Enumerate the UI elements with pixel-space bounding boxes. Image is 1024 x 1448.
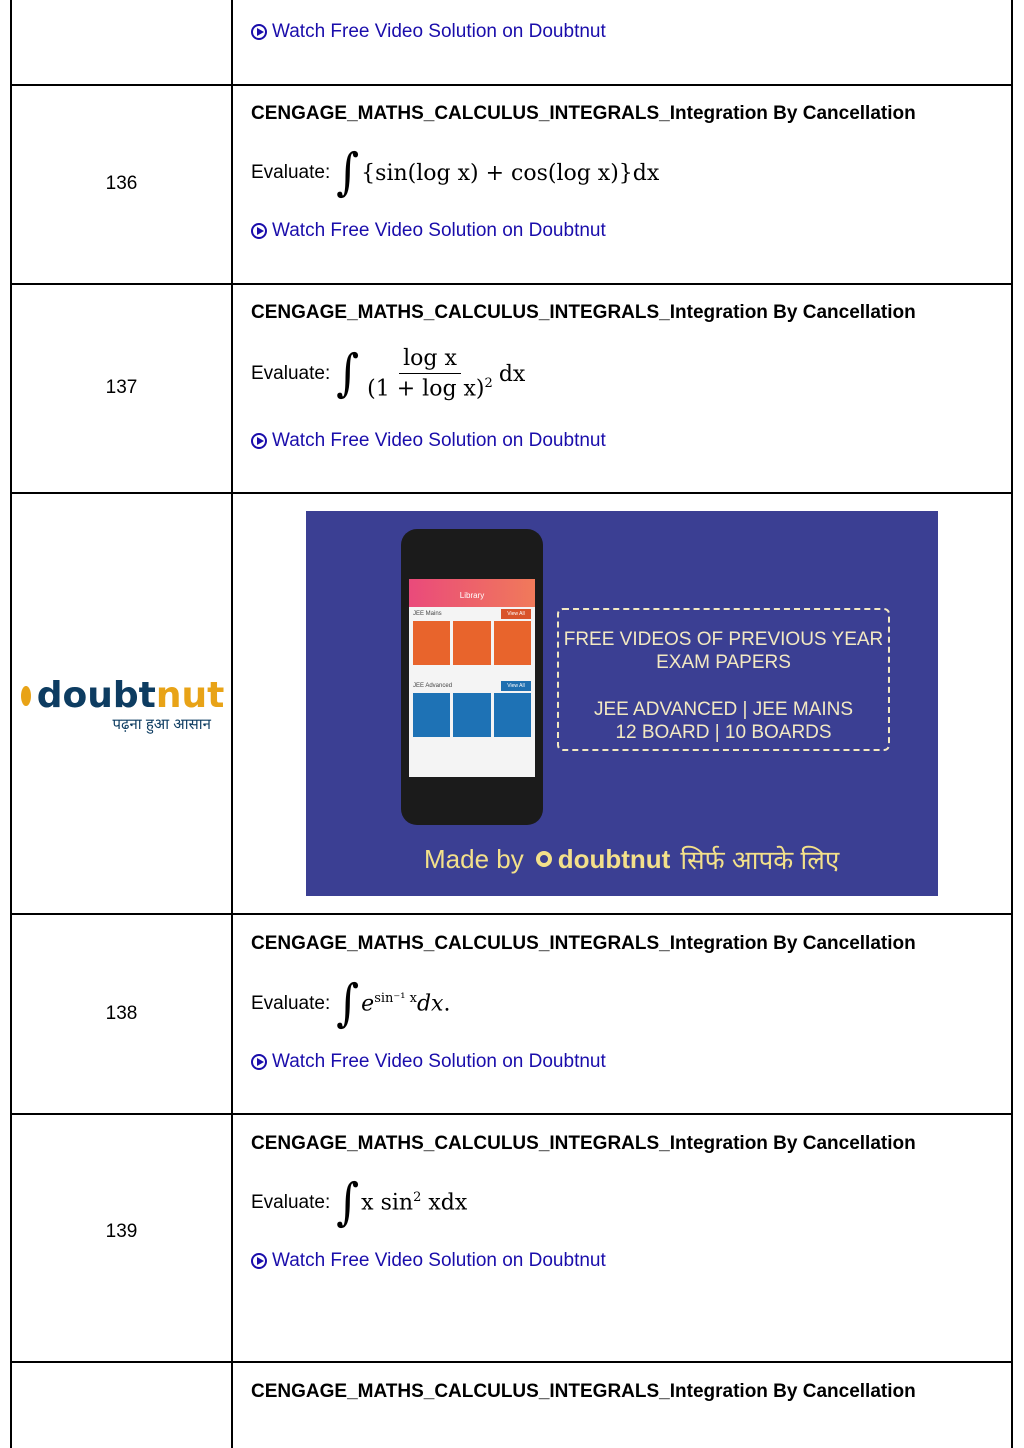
promo-banner[interactable] bbox=[306, 511, 938, 896]
row-divider bbox=[10, 1361, 1013, 1363]
question-title: CENGAGE_MATHS_CALCULUS_INTEGRALS_Integration By Cancellation bbox=[251, 1133, 916, 1154]
logo-icon bbox=[21, 686, 31, 706]
question-title: CENGAGE_MATHS_CALCULUS_INTEGRALS_Integration By Cancellation bbox=[251, 933, 916, 954]
view-all-button: View All bbox=[501, 681, 531, 691]
logo-icon bbox=[536, 851, 552, 867]
row-divider bbox=[10, 913, 1013, 915]
question-title: CENGAGE_MATHS_CALCULUS_INTEGRALS_Integration By Cancellation bbox=[251, 302, 916, 323]
screen-title: Library bbox=[409, 579, 535, 607]
watch-video-link[interactable]: Watch Free Video Solution on Doubtnut bbox=[251, 430, 606, 452]
play-icon bbox=[251, 223, 267, 239]
question-number: 138 bbox=[105, 1003, 138, 1024]
integral-symbol: ∫ bbox=[336, 143, 360, 202]
watch-video-link[interactable]: Watch Free Video Solution on Doubtnut bbox=[251, 1051, 606, 1073]
made-by-line: Made by doubtnut सिर्फ आपके लिए bbox=[424, 843, 840, 875]
screen-section: JEE Mains bbox=[413, 611, 442, 617]
row-divider bbox=[10, 1113, 1013, 1115]
play-icon bbox=[251, 1253, 267, 1269]
screen-section: JEE Advanced bbox=[413, 683, 453, 689]
view-all-button: View All bbox=[501, 609, 531, 619]
fraction bbox=[363, 346, 497, 401]
integral-symbol: ∫ bbox=[336, 1173, 360, 1232]
integral-symbol: ∫ bbox=[336, 344, 360, 403]
row-divider bbox=[10, 492, 1013, 494]
numerator: log x bbox=[399, 346, 461, 374]
play-icon bbox=[251, 1054, 267, 1070]
card bbox=[453, 693, 490, 737]
integral-symbol: ∫ bbox=[336, 974, 360, 1033]
math-expression: {sin(log x) + cos(log x)}dx bbox=[361, 160, 660, 186]
column-divider bbox=[231, 0, 233, 1448]
question-text: Evaluate: ∫ {sin(log x) + cos(log x)}dx bbox=[251, 143, 660, 202]
card bbox=[494, 693, 531, 737]
question-text: Evaluate: ∫ x $\sin^2$ xdx bbox=[251, 1173, 468, 1232]
question-number: 139 bbox=[105, 1221, 138, 1242]
doubtnut-logo: doubt nut पढ़ना हुआ आसान bbox=[30, 675, 215, 734]
denominator: $(1 + \log x)^2$ bbox=[367, 376, 493, 402]
question-text: Evaluate: ∫ $\frac{\text{log x}}{(1 + \log x)^2}$ dx bbox=[251, 344, 526, 403]
row-divider bbox=[10, 84, 1013, 86]
math-expression: $e^{sin^{-1} x}dx$. bbox=[361, 991, 451, 1017]
question-title: CENGAGE_MATHS_CALCULUS_INTEGRALS_Integration By Cancellation bbox=[251, 1381, 916, 1402]
row-divider bbox=[10, 283, 1013, 285]
watch-video-link[interactable]: Watch Free Video Solution on Doubtnut bbox=[251, 220, 606, 242]
math-suffix: dx bbox=[498, 361, 526, 387]
card bbox=[413, 693, 450, 737]
card bbox=[453, 621, 490, 665]
promo-text-box: FREE VIDEOS OF PREVIOUS YEAR EXAM PAPERS JEE ADVANCED | JEE MAINS 12 BOARD | 10 BOARDS bbox=[557, 608, 890, 751]
card bbox=[494, 621, 531, 665]
play-icon bbox=[251, 24, 267, 40]
watch-video-link[interactable]: Watch Free Video Solution on Doubtnut bbox=[251, 1250, 606, 1272]
question-number: 136 bbox=[105, 173, 138, 194]
logo-tagline: पढ़ना हुआ आसान bbox=[112, 716, 211, 733]
card bbox=[413, 621, 450, 665]
question-text: Evaluate: ∫ $e^{sin^{-1} x}dx$. bbox=[251, 974, 451, 1033]
phone-illustration bbox=[401, 529, 543, 825]
question-title: CENGAGE_MATHS_CALCULUS_INTEGRALS_Integration By Cancellation bbox=[251, 103, 916, 124]
math-expression: x $\sin^2$ xdx bbox=[361, 1190, 468, 1216]
phone-screen bbox=[409, 579, 535, 777]
question-number: 137 bbox=[105, 377, 138, 398]
watch-video-link[interactable]: Watch Free Video Solution on Doubtnut bbox=[251, 21, 606, 43]
play-icon bbox=[251, 433, 267, 449]
